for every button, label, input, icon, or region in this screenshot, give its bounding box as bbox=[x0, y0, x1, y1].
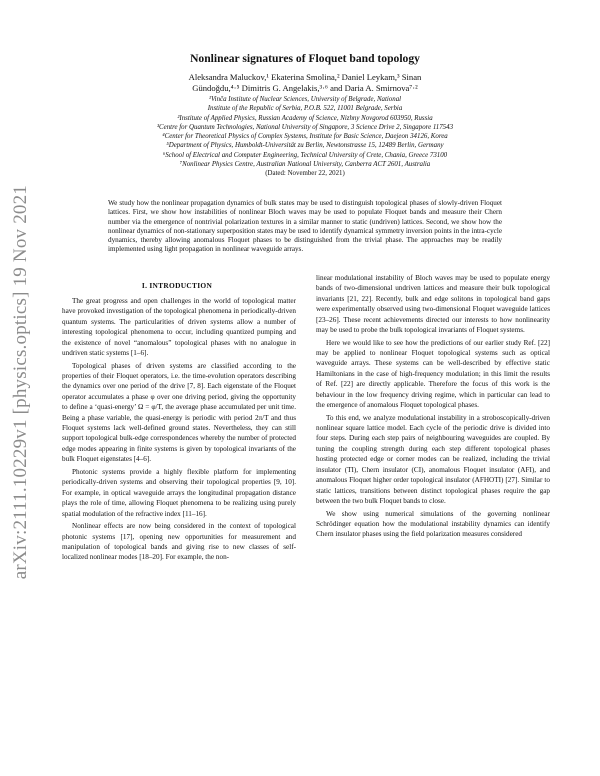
affiliation: ⁷Nonlinear Physics Centre, Australian National University, Canberra ACT 2601, Australia bbox=[179, 161, 431, 169]
left-column bbox=[62, 296, 296, 565]
section-heading: I. INTRODUCTION bbox=[141, 281, 213, 290]
authors-line: Aleksandra Maluckov,¹ Ekaterina Smolina,² Daniel Leykam,³ Sinan bbox=[188, 72, 422, 82]
affiliation: ⁵Department of Physics, Humboldt-Universität zu Berlin, Newtonstrasse 15, 12489 Berlin, Germany bbox=[166, 142, 444, 150]
affiliation: Institute of the Republic of Serbia, P.O.B. 522, 11001 Belgrade, Serbia bbox=[207, 105, 403, 113]
paragraph: The great progress and open challenges in the world of topological matter have provoked investigation of the topological phenomena in periodically-driven quantum systems. The particularities of driven systems allow a number of interesting topological phenomena to occur, including quantized pumping and the existence of novel “anomalous” topological phases with no analogue in undriven static systems [1–6]. bbox=[62, 297, 296, 358]
arxiv-identifier: arXiv:2111.10229v1 [physics.optics] 19 Nov 2021 bbox=[10, 185, 31, 580]
affiliations bbox=[62, 95, 548, 179]
abstract: We study how the nonlinear propagation dynamics of bulk states may be used to distinguish topological phases of slowly-driven Floquet lattices. First, we show how instabilities of nonlinear Bloch waves may be used to populate Floquet bands and measure their Chern number via the emergence of nontrivial polarization textures in a similar manner to static (undriven) lattices. Second, we show how the nonlinear dynamics of non-stationary superposition states may be used to identify dynamical symmetry inversion points in the intra-cycle dynamics, thereby allowing anomalous Floquet phases to be distinguished from the trivial phase. The approaches may be readily implemented using light propagation in nonlinear waveguide arrays. bbox=[108, 199, 502, 254]
affiliation: ⁶School of Electrical and Computer Engineering, Technical University of Crete, Chania, Greece 73100 bbox=[162, 151, 448, 159]
paragraph: We show using numerical simulations of the governing nonlinear Schrödinger equation how the modulational instability dynamics can identify Chern insulator phases using the field polarization measures considered bbox=[316, 509, 550, 539]
paragraph: Photonic systems provide a highly flexible platform for implementing periodically-driven systems and observing their topological properties [9, 10]. For example, in optical waveguide arrays the longitudinal propagation distance plays the role of time, allowing Floquet phenomena to be realizing using purely spatial modulation of the refractive index [11–16]. bbox=[62, 467, 296, 518]
affiliation: ²Institute of Applied Physics, Russian Academy of Science, Nizhny Novgorod 603950, Russia bbox=[177, 114, 433, 122]
paragraph: linear modulational instability of Bloch waves may be used to populate energy bands of two-dimensional undriven lattices and measure their bulk topological invariants [21, 22]. Recently, bulk and edge solitons in topological band gaps were experimentally observed using two-dimensional Floquet waveguide lattices [23–26]. These recent achievements directed our interests to how nonlinearity may be used to probe the bulk topological invariants of Floquet systems. bbox=[316, 274, 550, 335]
paragraph: Topological phases of driven systems are classified according to the properties of their Floquet operators, i.e. the time-evolution operators describing the dynamics over one period of the drive [7, 8]. Each eigenstate of the Floquet operator accumulates a phase φ over one driving period, giving the opportunity to define a ‘quasi-energy’ Ω = φ/T, the average phase accumulated per unit time. Being a phase variable, the quasi-energy is periodic with period 2π/T and thus Floquet systems lack well-defined ground states. Nevertheless, they can still support topological bulk-edge correspondences whereby the number of protected edge modes appearing in finite systems is given by topological invariants of the bulk Floquet eigenstates [4–6]. bbox=[62, 361, 296, 464]
paragraph: Nonlinear effects are now being considered in the context of topological photonic systems [17], opening new opportunities for measurement and manipulation of topological bands and giving rise to new classes of self-localized nonlinear modes [18–20]. For example, the non- bbox=[62, 522, 296, 562]
affiliation: ⁴Center for Theoretical Physics of Complex Systems, Institute for Basic Science, Daejeon 34126, Korea bbox=[162, 133, 448, 141]
affiliation: ³Centre for Quantum Technologies, National University of Singapore, 3 Science Drive 2, Singapore 117543 bbox=[156, 123, 454, 131]
date-line: (Dated: November 22, 2021) bbox=[265, 170, 345, 178]
author-list bbox=[100, 72, 510, 94]
paragraph: Here we would like to see how the predictions of our earlier study Ref. [22] may be applied to nonlinear Floquet topological systems such as optical waveguide arrays. These systems can be well-described by effective static Hamiltonians in the case of high-frequency modulation; in this limit the results of Ref. [22] are directly applicable. Therefore the focus of this work is the behaviour in the low frequency driving regime, which in particular can lead to the emergence of anomalous Floquet topological phases. bbox=[316, 338, 550, 410]
authors-line: Gündoğdu,⁴·⁵ Dimitris G. Angelakis,³·⁶ and Daria A. Smirnova⁷·² bbox=[192, 83, 418, 93]
affiliation: ¹Vinča Institute of Nuclear Sciences, University of Belgrade, National bbox=[208, 96, 402, 103]
paragraph: To this end, we analyze modulational instability in a stroboscopically-driven nonlinear square lattice model. Each cycle of the periodic drive is divided into four steps. During each step pairs of neighbouring waveguides are coupled. By tuning the coupling strength during each step different topological phases hosting protected edge or corner modes can be realized, including the trivial insulator (TI), Chern insulator (CI), anomalous Floquet insulator (AFI), and anomalous Floquet higher order topological insulator (AFHOTI) [27]. Similar to static lattices, transitions between distinct topological phases require the gap between the two bulk Floquet bands to close. bbox=[316, 413, 550, 505]
right-column bbox=[316, 273, 550, 542]
paper-title: Nonlinear signatures of Floquet band topology bbox=[190, 52, 420, 65]
